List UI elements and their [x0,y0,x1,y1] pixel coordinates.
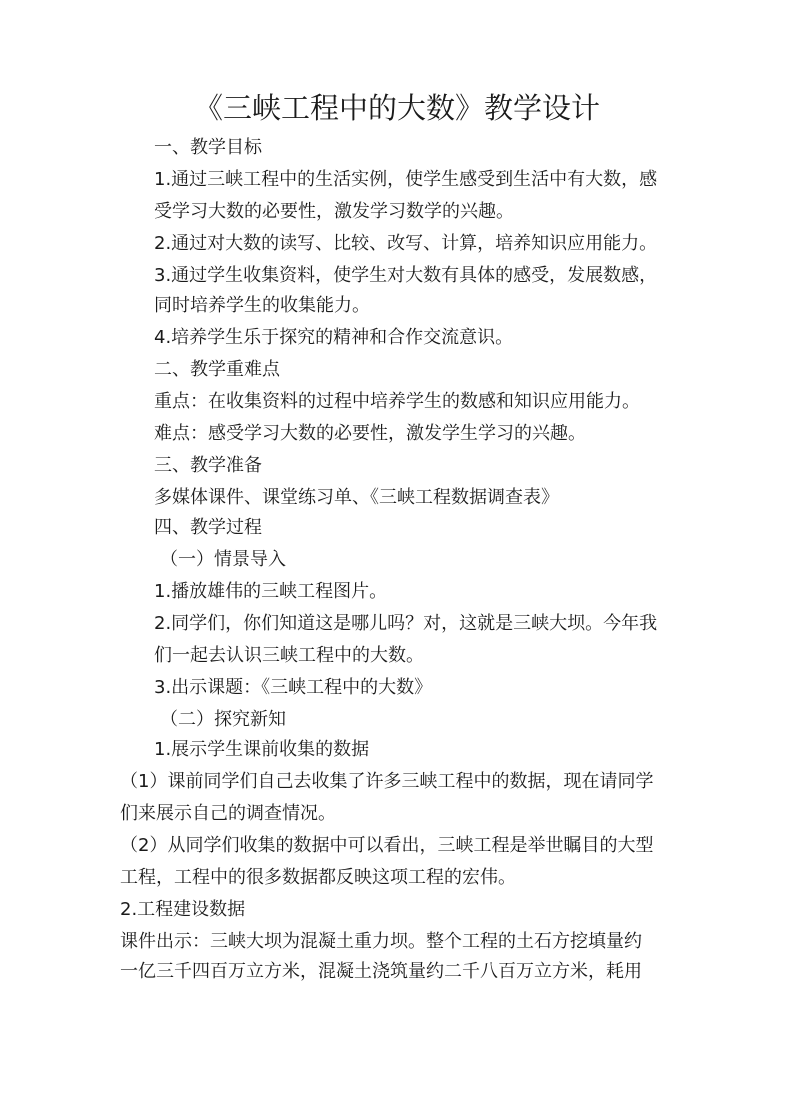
goal-4: 4.培养学生乐于探究的精神和合作交流意识。 [154,327,514,348]
subheading-intro: （一）情景导入 [160,549,286,570]
courseware-line-2: 一亿三千四百万立方米，混凝土浇筑量约二千八百万立方米，耗用 [120,961,642,982]
explore-item-1-line-1: （1）课前同学们自己去收集了许多三峡工程中的数据，现在请同学 [120,771,654,792]
preparation-materials: 多媒体课件、课堂练习单、《三峡工程数据调查表》 [154,487,559,508]
explore-step-1: 1.展示学生课前收集的数据 [154,739,370,760]
heading-process: 四、教学过程 [154,517,262,538]
key-point: 重点：在收集资料的过程中培养学生的数感和知识应用能力。 [154,391,640,412]
explore-item-2-line-2: 工程，工程中的很多数据都反映这项工程的宏伟。 [120,867,516,888]
explore-step-2: 2.工程建设数据 [120,899,246,920]
goal-1-line-1: 1.通过三峡工程中的生活实例，使学生感受到生活中有大数，感 [154,169,658,190]
heading-preparation: 三、教学准备 [154,455,262,476]
goal-2: 2.通过对大数的读写、比较、改写、计算，培养知识应用能力。 [154,233,658,254]
difficult-point: 难点：感受学习大数的必要性，激发学生学习的兴趣。 [154,423,586,444]
document-title: 《三峡工程中的大数》教学设计 [193,91,600,125]
explore-item-1-line-2: 们来展示自己的调查情况。 [120,803,336,824]
courseware-line-1: 课件出示：三峡大坝为混凝土重力坝。整个工程的土石方挖填量约 [120,931,642,952]
explore-item-2-line-1: （2）从同学们收集的数据中可以看出，三峡工程是举世瞩目的大型 [120,835,654,856]
goal-3-line-1: 3.通过学生收集资料，使学生对大数有具体的感受，发展数感， [154,265,658,286]
intro-step-2-line-1: 2.同学们，你们知道这是哪儿吗？对，这就是三峡大坝。今年我 [154,613,658,634]
subheading-explore: （二）探究新知 [160,709,286,730]
intro-step-2-line-2: 们一起去认识三峡工程中的大数。 [154,645,424,666]
goal-1-line-2: 受学习大数的必要性，激发学习数学的兴趣。 [154,201,514,222]
heading-key-points: 二、教学重难点 [154,359,280,380]
intro-step-3: 3.出示课题：《三峡工程中的大数》 [154,677,433,698]
intro-step-1: 1.播放雄伟的三峡工程图片。 [154,581,388,602]
goal-3-line-2: 同时培养学生的收集能力。 [154,295,370,316]
heading-teaching-goals: 一、教学目标 [154,137,262,158]
